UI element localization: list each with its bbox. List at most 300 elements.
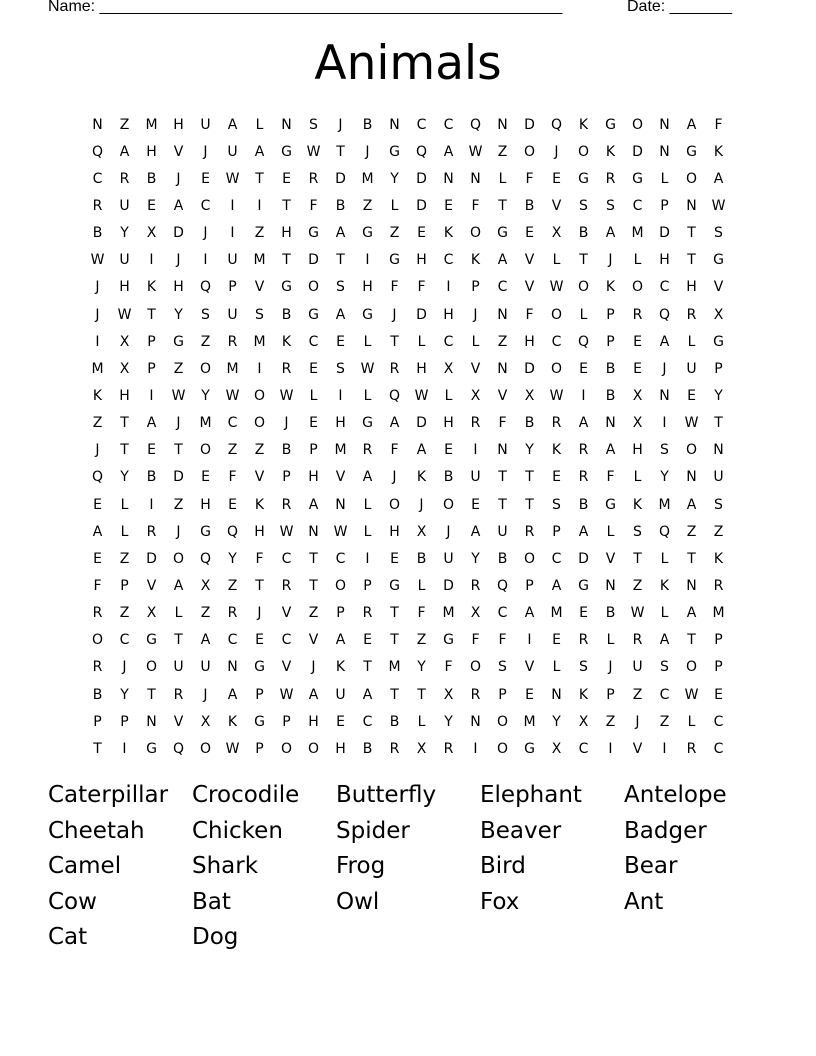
- grid-letter: Z: [497, 143, 508, 160]
- grid-letter: J: [176, 523, 181, 540]
- grid-letter: X: [470, 605, 481, 622]
- grid-letter: P: [120, 577, 129, 594]
- grid-letter: R: [281, 577, 292, 594]
- grid-letter: O: [496, 740, 509, 757]
- grid-letter: T: [633, 550, 642, 567]
- grid-letter: D: [416, 306, 427, 323]
- grid-letter: B: [605, 387, 616, 404]
- grid-letter: L: [687, 333, 696, 350]
- grid-letter: T: [687, 632, 696, 649]
- grid-letter: E: [714, 686, 723, 703]
- grid-letter: F: [498, 632, 507, 649]
- grid-letter: R: [227, 333, 238, 350]
- grid-letter: C: [200, 197, 211, 214]
- grid-letter: Q: [226, 523, 239, 540]
- grid-letter: K: [713, 550, 724, 567]
- grid-letter: P: [93, 713, 102, 730]
- grid-letter: T: [714, 415, 723, 432]
- grid-letter: V: [254, 279, 265, 296]
- grid-letter: U: [173, 659, 184, 676]
- grid-letter: G: [308, 306, 319, 323]
- grid-letter: O: [253, 415, 266, 432]
- grid-letter: C: [443, 252, 454, 269]
- grid-letter: M: [388, 659, 401, 676]
- grid-letter: T: [390, 632, 399, 649]
- grid-letter: P: [336, 605, 345, 622]
- grid-letter: V: [281, 605, 292, 622]
- grid-letter: F: [714, 116, 723, 133]
- grid-letter: I: [149, 496, 154, 513]
- grid-letter: S: [309, 116, 318, 133]
- word-list-item: Butterfly: [336, 782, 437, 808]
- grid-letter: M: [253, 252, 266, 269]
- grid-letter: S: [336, 279, 345, 296]
- grid-letter: E: [228, 496, 237, 513]
- grid-letter: N: [605, 577, 616, 594]
- grid-letter: J: [473, 306, 478, 323]
- grid-letter: Z: [713, 523, 724, 540]
- grid-letter: P: [282, 713, 291, 730]
- grid-letter: J: [392, 469, 397, 486]
- grid-letter: Y: [120, 225, 129, 242]
- grid-letter: I: [365, 252, 370, 269]
- grid-letter: P: [147, 360, 156, 377]
- grid-letter: K: [605, 279, 616, 296]
- grid-letter: H: [146, 143, 157, 160]
- grid-letter: B: [281, 306, 292, 323]
- grid-letter: U: [227, 143, 238, 160]
- grid-letter: A: [605, 225, 616, 242]
- word-list-item: Ant: [624, 888, 664, 915]
- grid-letter: O: [307, 279, 320, 296]
- grid-letter: A: [335, 632, 346, 649]
- grid-letter: H: [659, 252, 670, 269]
- grid-letter: L: [309, 387, 318, 404]
- grid-letter: X: [146, 225, 157, 242]
- grid-letter: W: [225, 170, 240, 187]
- grid-letter: L: [687, 713, 696, 730]
- grid-letter: N: [659, 116, 670, 133]
- grid-letter: L: [660, 550, 669, 567]
- grid-letter: A: [686, 496, 697, 513]
- word-list-item: Badger: [624, 817, 707, 844]
- grid-letter: U: [119, 197, 130, 214]
- grid-letter: Z: [227, 577, 238, 594]
- grid-letter: H: [389, 523, 400, 540]
- grid-letter: A: [416, 442, 427, 459]
- grid-letter: R: [578, 469, 589, 486]
- grid-letter: Z: [416, 632, 427, 649]
- grid-letter: C: [713, 713, 724, 730]
- grid-letter: W: [630, 605, 645, 622]
- grid-letter: D: [173, 469, 184, 486]
- grid-letter: H: [686, 279, 697, 296]
- grid-letter: H: [632, 442, 643, 459]
- grid-letter: G: [443, 632, 454, 649]
- grid-letter: H: [362, 279, 373, 296]
- grid-letter: O: [550, 360, 563, 377]
- grid-letter: I: [230, 225, 235, 242]
- word-list-item: Cheetah: [48, 817, 145, 844]
- word-list: [48, 778, 768, 956]
- grid-letter: B: [362, 116, 373, 133]
- grid-letter: H: [173, 116, 184, 133]
- grid-letter: A: [470, 523, 481, 540]
- grid-letter: N: [308, 523, 319, 540]
- grid-letter: W: [360, 360, 375, 377]
- grid-letter: L: [633, 252, 642, 269]
- grid-letter: Q: [658, 523, 671, 540]
- grid-letter: X: [632, 415, 643, 432]
- grid-letter: L: [417, 713, 426, 730]
- grid-letter: A: [659, 632, 670, 649]
- grid-letter: J: [419, 496, 424, 513]
- grid-letter: W: [684, 686, 699, 703]
- grid-letter: V: [470, 360, 481, 377]
- grid-letter: X: [713, 306, 724, 323]
- grid-letter: U: [227, 306, 238, 323]
- grid-letter: L: [552, 659, 561, 676]
- grid-letter: A: [389, 415, 400, 432]
- grid-letter: L: [417, 333, 426, 350]
- grid-letter: H: [119, 279, 130, 296]
- grid-letter: F: [444, 659, 453, 676]
- grid-letter: A: [443, 143, 454, 160]
- grid-letter: E: [552, 632, 561, 649]
- grid-letter: G: [146, 632, 157, 649]
- grid-letter: R: [362, 605, 373, 622]
- grid-letter: X: [578, 713, 589, 730]
- grid-letter: Q: [415, 143, 428, 160]
- grid-letter: D: [659, 225, 670, 242]
- grid-letter: Q: [91, 143, 104, 160]
- grid-letter: P: [660, 197, 669, 214]
- grid-letter: Q: [199, 279, 212, 296]
- grid-letter: Q: [91, 469, 104, 486]
- grid-letter: N: [551, 686, 562, 703]
- grid-letter: P: [606, 306, 615, 323]
- grid-letter: V: [335, 469, 346, 486]
- grid-letter: T: [336, 143, 345, 160]
- grid-letter: U: [497, 523, 508, 540]
- grid-letter: Z: [227, 442, 238, 459]
- grid-letter: X: [200, 713, 211, 730]
- grid-letter: K: [578, 686, 589, 703]
- grid-letter: M: [442, 605, 455, 622]
- grid-letter: C: [551, 333, 562, 350]
- grid-letter: A: [119, 143, 130, 160]
- grid-letter: L: [363, 387, 372, 404]
- grid-letter: E: [525, 686, 534, 703]
- grid-letter: T: [120, 442, 129, 459]
- grid-letter: G: [605, 496, 616, 513]
- grid-letter: C: [578, 740, 589, 757]
- grid-letter: Y: [174, 306, 183, 323]
- grid-letter: G: [389, 143, 400, 160]
- grid-letter: Y: [228, 550, 237, 567]
- grid-letter: S: [714, 496, 723, 513]
- grid-letter: E: [471, 496, 480, 513]
- grid-letter: L: [471, 333, 480, 350]
- grid-letter: X: [551, 740, 562, 757]
- grid-letter: W: [468, 143, 483, 160]
- word-list-item: Frog: [336, 853, 386, 879]
- grid-letter: K: [470, 252, 481, 269]
- grid-letter: S: [606, 197, 615, 214]
- grid-letter: C: [416, 116, 427, 133]
- grid-letter: K: [335, 659, 346, 676]
- grid-letter: E: [390, 550, 399, 567]
- grid-letter: I: [122, 740, 127, 757]
- grid-letter: V: [524, 659, 535, 676]
- grid-letter: I: [662, 740, 667, 757]
- letter-grid: [84, 111, 732, 762]
- grid-letter: Z: [173, 360, 184, 377]
- grid-letter: A: [686, 116, 697, 133]
- grid-letter: P: [147, 333, 156, 350]
- grid-letter: J: [257, 605, 262, 622]
- grid-letter: C: [713, 740, 724, 757]
- grid-letter: J: [203, 143, 208, 160]
- grid-letter: Y: [390, 170, 399, 187]
- grid-letter: G: [254, 713, 265, 730]
- grid-letter: M: [145, 116, 158, 133]
- grid-letter: E: [201, 170, 210, 187]
- grid-letter: O: [631, 279, 644, 296]
- grid-letter: Y: [714, 387, 723, 404]
- grid-letter: R: [632, 632, 643, 649]
- grid-letter: C: [497, 279, 508, 296]
- grid-letter: L: [660, 605, 669, 622]
- grid-letter: P: [309, 442, 318, 459]
- grid-letter: O: [631, 116, 644, 133]
- grid-letter: M: [631, 225, 644, 242]
- grid-letter: Z: [254, 442, 265, 459]
- grid-letter: L: [633, 469, 642, 486]
- grid-letter: S: [336, 360, 345, 377]
- grid-letter: O: [469, 225, 482, 242]
- grid-letter: R: [92, 197, 103, 214]
- grid-letter: H: [200, 496, 211, 513]
- grid-letter: P: [120, 713, 129, 730]
- grid-letter: R: [632, 306, 643, 323]
- grid-letter: K: [551, 442, 562, 459]
- grid-letter: S: [660, 442, 669, 459]
- grid-letter: J: [203, 686, 208, 703]
- grid-letter: D: [146, 550, 157, 567]
- grid-letter: D: [524, 360, 535, 377]
- grid-letter: O: [91, 632, 104, 649]
- grid-letter: E: [633, 360, 642, 377]
- grid-letter: K: [605, 143, 616, 160]
- grid-letter: X: [146, 605, 157, 622]
- grid-letter: J: [95, 279, 100, 296]
- grid-letter: H: [119, 387, 130, 404]
- grid-letter: H: [443, 306, 454, 323]
- grid-letter: A: [146, 415, 157, 432]
- grid-letter: G: [605, 116, 616, 133]
- grid-letter: X: [119, 333, 130, 350]
- grid-letter: T: [309, 577, 318, 594]
- grid-letter: A: [578, 523, 589, 540]
- grid-letter: G: [713, 252, 724, 269]
- grid-letter: J: [608, 252, 613, 269]
- grid-letter: N: [659, 143, 670, 160]
- grid-letter: E: [417, 225, 426, 242]
- grid-letter: I: [608, 740, 613, 757]
- word-list-item: Beaver: [480, 817, 562, 844]
- grid-letter: V: [713, 279, 724, 296]
- word-list-item: Bear: [624, 853, 678, 879]
- grid-letter: E: [579, 360, 588, 377]
- grid-letter: F: [471, 197, 480, 214]
- grid-letter: P: [552, 523, 561, 540]
- word-list-item: Caterpillar: [48, 782, 169, 808]
- grid-letter: O: [253, 387, 266, 404]
- grid-letter: V: [173, 713, 184, 730]
- grid-letter: X: [551, 225, 562, 242]
- word-list-item: Crocodile: [192, 782, 300, 808]
- grid-letter: M: [550, 605, 563, 622]
- grid-letter: R: [470, 415, 481, 432]
- grid-letter: W: [279, 686, 294, 703]
- grid-letter: T: [336, 252, 345, 269]
- grid-letter: B: [605, 605, 616, 622]
- grid-letter: R: [686, 740, 697, 757]
- grid-letter: E: [309, 415, 318, 432]
- grid-letter: Y: [525, 442, 534, 459]
- grid-letter: M: [523, 713, 536, 730]
- grid-letter: N: [497, 116, 508, 133]
- grid-letter: M: [361, 170, 374, 187]
- grid-letter: C: [281, 550, 292, 567]
- word-list-item: Shark: [192, 853, 259, 879]
- grid-letter: Z: [200, 605, 211, 622]
- grid-letter: B: [578, 496, 589, 513]
- grid-letter: L: [444, 387, 453, 404]
- grid-letter: B: [362, 740, 373, 757]
- grid-letter: V: [146, 577, 157, 594]
- date-field-label: Date: _______: [627, 0, 732, 15]
- grid-letter: L: [660, 170, 669, 187]
- grid-letter: E: [93, 496, 102, 513]
- grid-letter: Y: [201, 387, 210, 404]
- grid-letter: G: [497, 225, 508, 242]
- grid-letter: I: [257, 360, 262, 377]
- grid-letter: T: [174, 632, 183, 649]
- grid-letter: H: [173, 279, 184, 296]
- page-title: Animals: [314, 36, 502, 91]
- grid-letter: R: [524, 523, 535, 540]
- grid-letter: O: [577, 279, 590, 296]
- grid-letter: N: [227, 659, 238, 676]
- grid-letter: J: [284, 415, 289, 432]
- grid-letter: A: [308, 496, 319, 513]
- grid-letter: M: [712, 605, 725, 622]
- grid-letter: R: [470, 577, 481, 594]
- grid-letter: N: [92, 116, 103, 133]
- grid-letter: D: [335, 170, 346, 187]
- grid-letter: U: [632, 659, 643, 676]
- grid-letter: D: [524, 116, 535, 133]
- grid-letter: C: [227, 415, 238, 432]
- grid-letter: E: [444, 197, 453, 214]
- grid-letter: B: [92, 225, 103, 242]
- grid-letter: U: [443, 550, 454, 567]
- grid-letter: B: [524, 197, 535, 214]
- grid-letter: J: [95, 442, 100, 459]
- grid-letter: G: [578, 577, 589, 594]
- grid-letter: C: [119, 632, 130, 649]
- grid-letter: D: [578, 550, 589, 567]
- grid-letter: L: [579, 306, 588, 323]
- grid-letter: B: [524, 415, 535, 432]
- grid-letter: B: [281, 442, 292, 459]
- grid-letter: G: [713, 333, 724, 350]
- grid-letter: K: [92, 387, 103, 404]
- grid-letter: G: [362, 415, 373, 432]
- grid-letter: R: [686, 306, 697, 323]
- grid-letter: L: [390, 197, 399, 214]
- grid-letter: E: [552, 170, 561, 187]
- word-list-item: Chicken: [192, 817, 283, 844]
- grid-letter: Y: [660, 469, 669, 486]
- grid-letter: G: [308, 225, 319, 242]
- grid-letter: T: [147, 686, 156, 703]
- grid-letter: E: [336, 713, 345, 730]
- grid-letter: F: [525, 306, 534, 323]
- grid-letter: E: [147, 197, 156, 214]
- grid-letter: L: [363, 333, 372, 350]
- grid-letter: P: [228, 279, 237, 296]
- grid-letter: B: [443, 469, 454, 486]
- grid-letter: Z: [659, 713, 670, 730]
- grid-letter: L: [120, 496, 129, 513]
- grid-letter: L: [174, 605, 183, 622]
- word-list-item: Spider: [336, 817, 410, 844]
- grid-letter: O: [685, 659, 698, 676]
- grid-letter: F: [498, 415, 507, 432]
- grid-letter: I: [365, 550, 370, 567]
- grid-letter: B: [497, 550, 508, 567]
- grid-letter: G: [281, 279, 292, 296]
- grid-letter: H: [443, 415, 454, 432]
- word-list-item: Bird: [480, 853, 526, 879]
- grid-letter: N: [686, 469, 697, 486]
- grid-letter: J: [608, 659, 613, 676]
- grid-letter: F: [93, 577, 102, 594]
- grid-letter: F: [309, 197, 318, 214]
- grid-letter: Y: [444, 713, 453, 730]
- grid-letter: N: [659, 387, 670, 404]
- grid-letter: P: [606, 333, 615, 350]
- grid-letter: P: [363, 577, 372, 594]
- word-list-item: Dog: [192, 924, 239, 950]
- grid-letter: R: [551, 415, 562, 432]
- grid-letter: I: [203, 252, 208, 269]
- grid-letter: P: [498, 686, 507, 703]
- grid-letter: T: [93, 740, 102, 757]
- grid-letter: D: [632, 143, 643, 160]
- grid-letter: A: [173, 577, 184, 594]
- grid-letter: K: [254, 496, 265, 513]
- grid-letter: J: [635, 713, 640, 730]
- grid-letter: V: [524, 279, 535, 296]
- grid-letter: F: [525, 170, 534, 187]
- grid-letter: V: [497, 387, 508, 404]
- grid-letter: Q: [496, 577, 509, 594]
- grid-letter: H: [416, 252, 427, 269]
